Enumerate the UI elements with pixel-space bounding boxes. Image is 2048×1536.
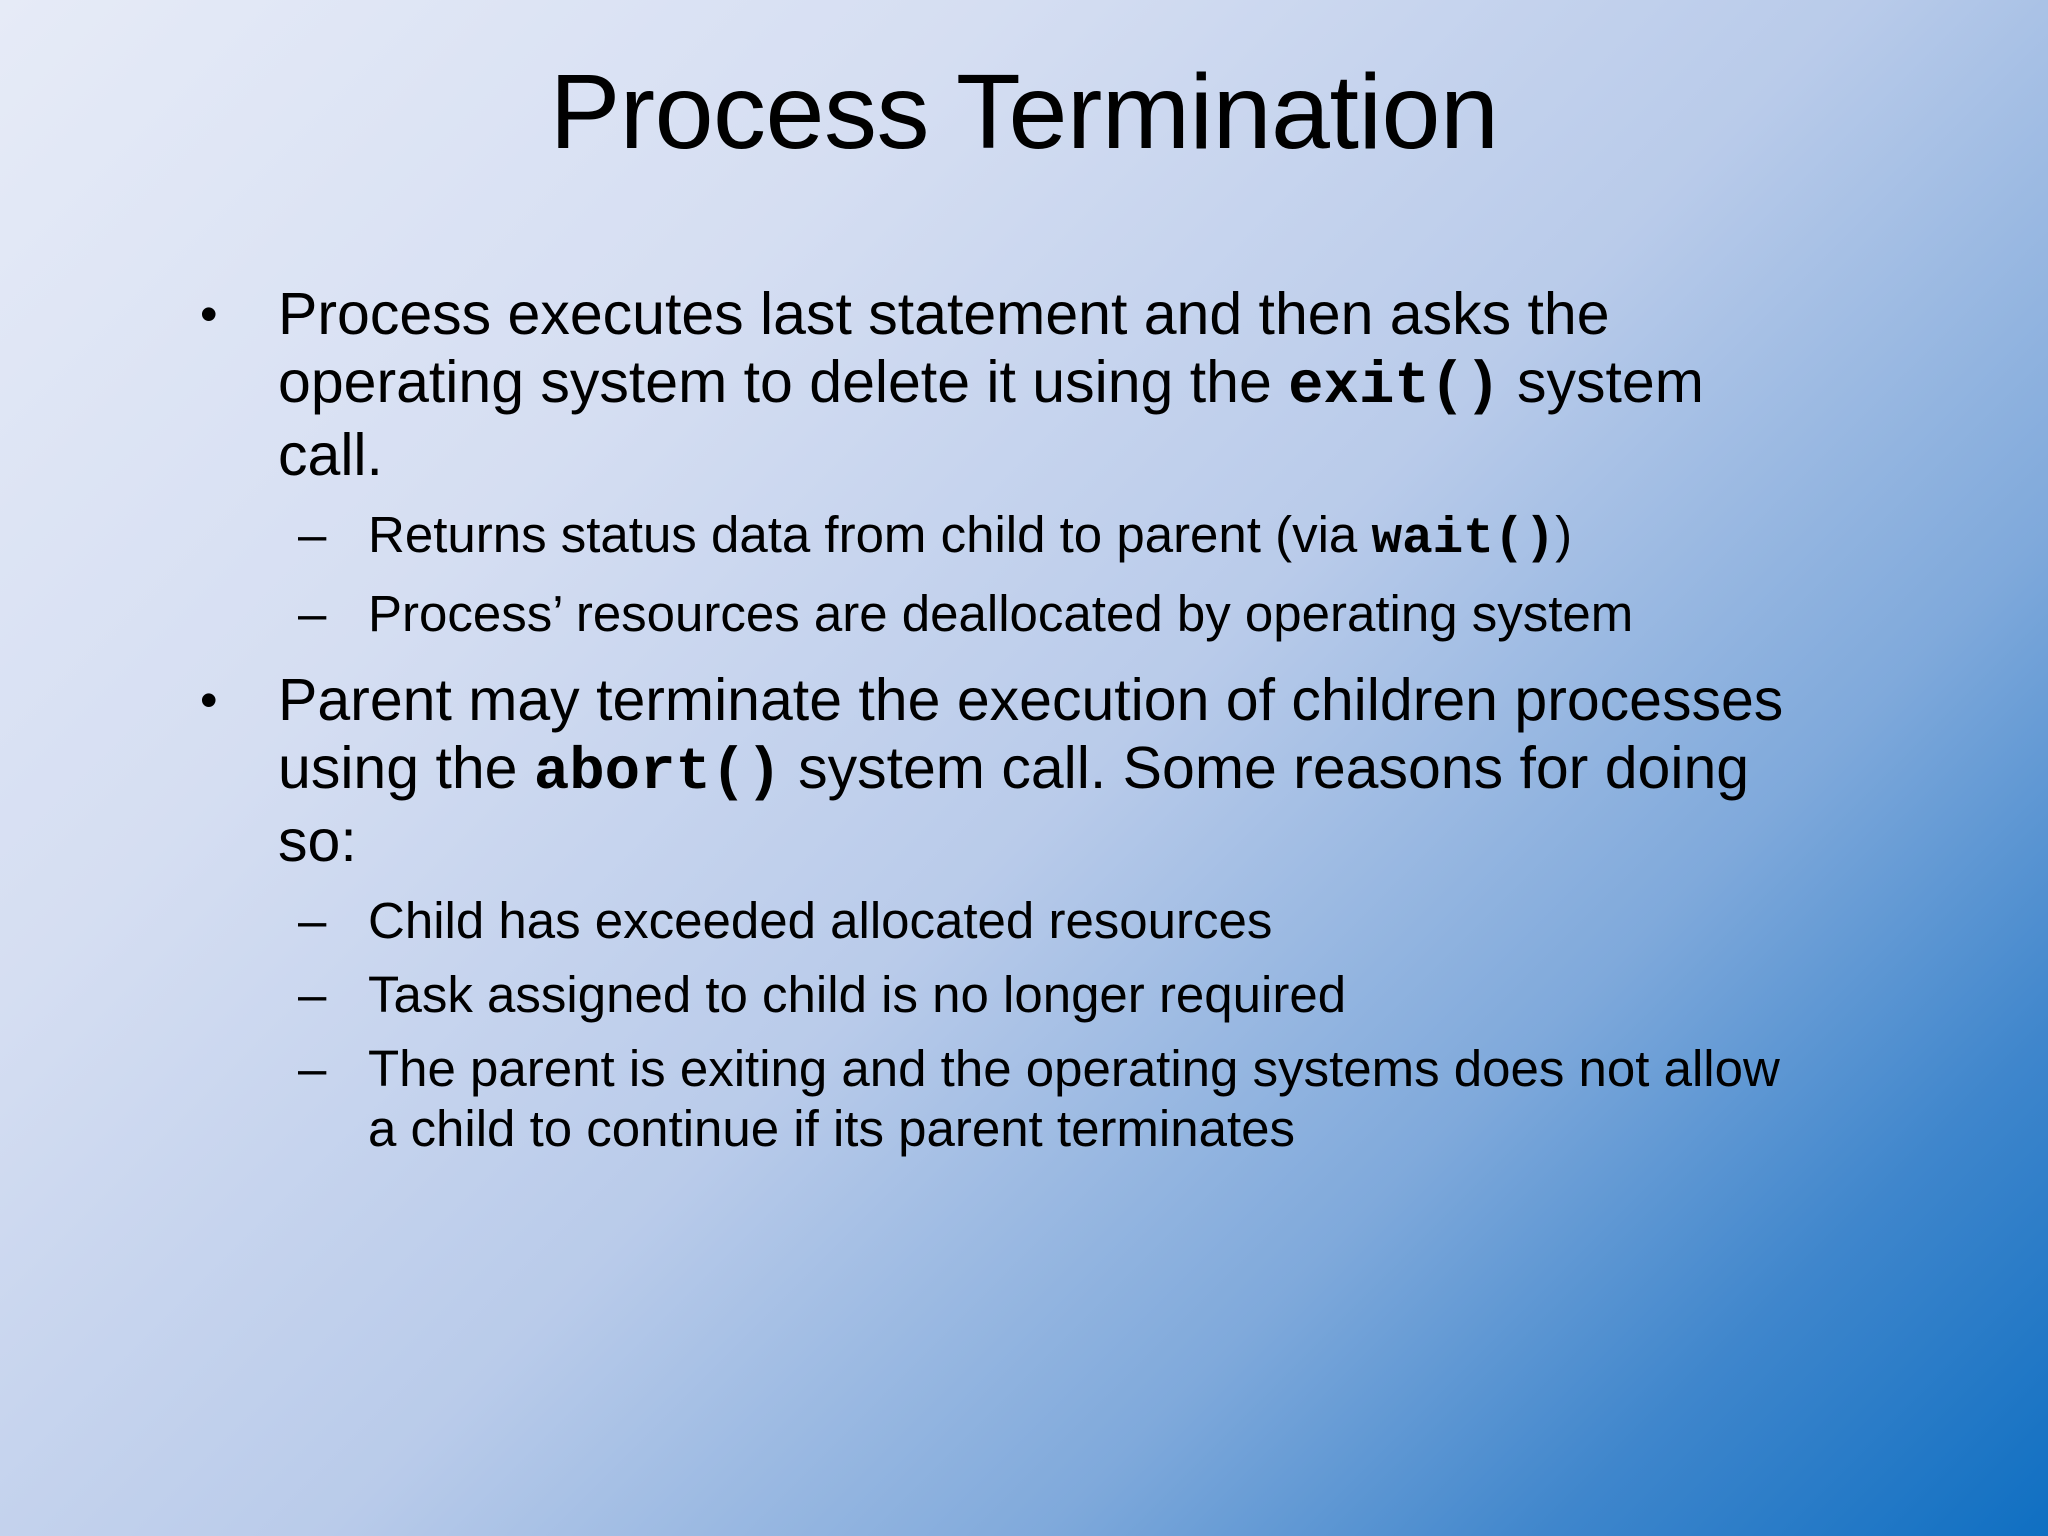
subitem-text: The parent is exiting and the operating systems does not allow a child to continue if its parent terminates [368, 1040, 1780, 1157]
subitem [200, 965, 1800, 1025]
bullet-text-end: system call. Some reasons for doing so: [278, 735, 1750, 874]
subitem [200, 891, 1800, 951]
subitem-text-end: ) [1555, 506, 1573, 563]
subitem-text: Task assigned to child is no longer required [368, 966, 1347, 1023]
code-exit: exit() [1288, 353, 1501, 420]
bullet-text: Parent may terminate the execution of children processes using the [278, 667, 1784, 801]
code-abort: abort() [533, 739, 782, 806]
dash-marker: – [298, 892, 327, 949]
subitem [200, 1039, 1800, 1159]
slide-title: Process Termination [549, 53, 1499, 171]
code-wait: wait() [1371, 511, 1556, 568]
bullet-text-end: system call. [278, 349, 1704, 488]
dash-marker: – [298, 966, 327, 1023]
subitem [200, 584, 1800, 644]
subitem-text: Returns status data from child to parent (via [368, 506, 1372, 563]
dash-marker: – [298, 506, 327, 563]
bullet-text: Process executes last statement and then asks the operating system to delete it using the [278, 281, 1610, 415]
subitem-text: Child has exceeded allocated resources [368, 892, 1273, 949]
slide-body [200, 280, 1800, 1159]
dash-marker: – [298, 1040, 327, 1097]
bullet-marker: • [200, 672, 218, 728]
subitem-text: Process’ resources are deallocated by operating system [368, 585, 1634, 642]
subitem [200, 505, 1800, 570]
bullet-item [200, 666, 1800, 875]
dash-marker: – [298, 585, 327, 642]
bullet-marker: • [200, 286, 218, 342]
bullet-item [200, 280, 1800, 489]
